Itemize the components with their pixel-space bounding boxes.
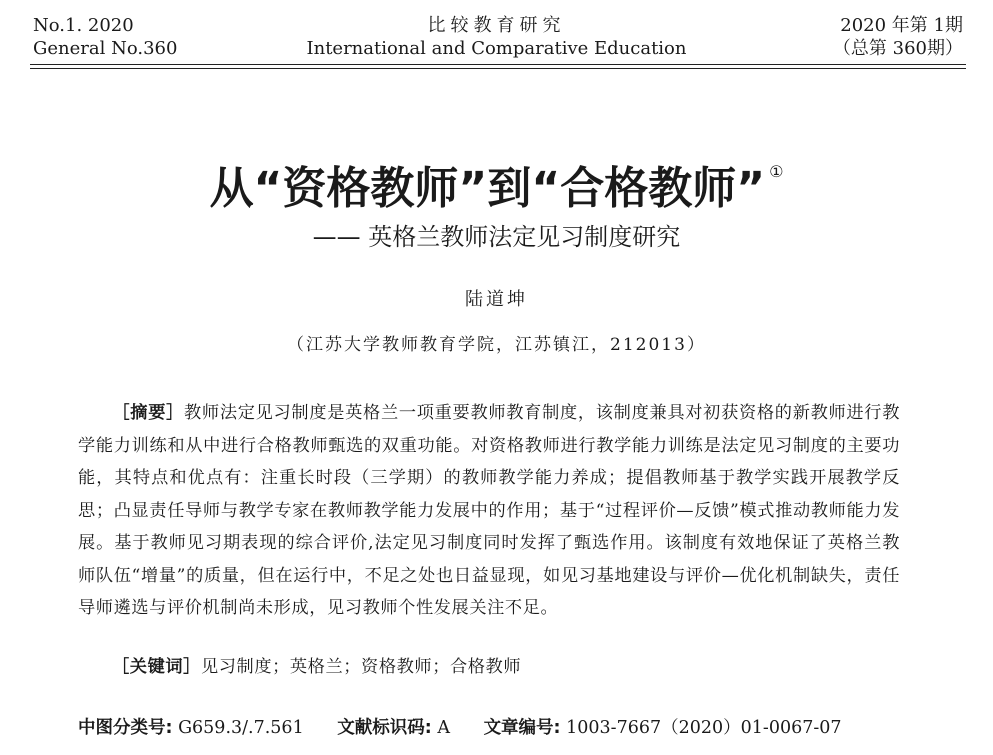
journal-name-cn: 比较教育研究 — [427, 15, 566, 36]
author-name: 陆道坤 — [465, 289, 528, 310]
journal-year-issue — [833, 14, 963, 60]
article-title — [0, 140, 993, 221]
abstract-text: 教师法定见习制度是英格兰一项重要教师教育制度，该制度兼具对初获资格的新教师进行教学能力训练和从中进行合格教师甄选的双重功能。对资格教师进行教学能力训练是法定见习制度的主要功能，其特点和优点有：注重长时段（三学期）的教师教学能力养成；提倡教师基于教学实践开展教学反思；凸显责任导师与教学专家在教师教学能力发展中的作用；基于“过程评价—反馈”模式推动教师能力发展。基于教师见习期表现的综合评价,法定见习制度同时发挥了甄选作用。该制度有效地保证了英格兰教师队伍“增量”的质量，但在运行中，不足之处也日益显现，如见习基地建设与评价—优化机制缺失，责任导师遴选与评价机制尚未形成，见习教师个性发展关注不足。 — [78, 403, 900, 618]
article-number-label: 文章编号: — [483, 718, 561, 738]
footnote-mark[interactable]: ① — [769, 162, 784, 181]
article-number — [484, 718, 842, 738]
clc-value: G659.3/.7.561 — [172, 718, 304, 738]
article-title-text: 从“资格教师”到“合格教师” — [209, 163, 766, 214]
article-subtitle: —— 英格兰教师法定见习制度研究 — [312, 223, 681, 251]
abstract-paragraph — [78, 397, 900, 625]
year-issue: 2020 年第 1期 — [840, 15, 963, 36]
author-affiliation: （江苏大学教师教育学院，江苏镇江，212013） — [287, 335, 706, 355]
doc-label: 文献标识码: — [337, 718, 432, 738]
keywords-text: 见习制度；英格兰；资格教师；合格教师 — [200, 657, 522, 677]
keywords-label: ［关键词］ — [112, 657, 201, 677]
keywords-line — [112, 651, 521, 683]
document-code — [337, 718, 450, 738]
clc-number — [78, 718, 304, 738]
doc-value: A — [431, 718, 450, 738]
article-number-value: 1003-7667（2020）01-0067-07 — [560, 718, 842, 738]
classification-line — [78, 714, 968, 742]
clc-label: 中图分类号: — [78, 718, 173, 738]
issue-number: No.1. 2020 — [33, 15, 134, 36]
general-number: General No.360 — [33, 38, 178, 59]
total-issue: （总第 360期） — [832, 38, 963, 59]
header-rule-thin — [30, 68, 966, 69]
journal-name-en: International and Comparative Education — [306, 38, 687, 59]
header-rule-thick — [30, 64, 966, 65]
abstract-label: ［摘要］ — [112, 403, 185, 423]
